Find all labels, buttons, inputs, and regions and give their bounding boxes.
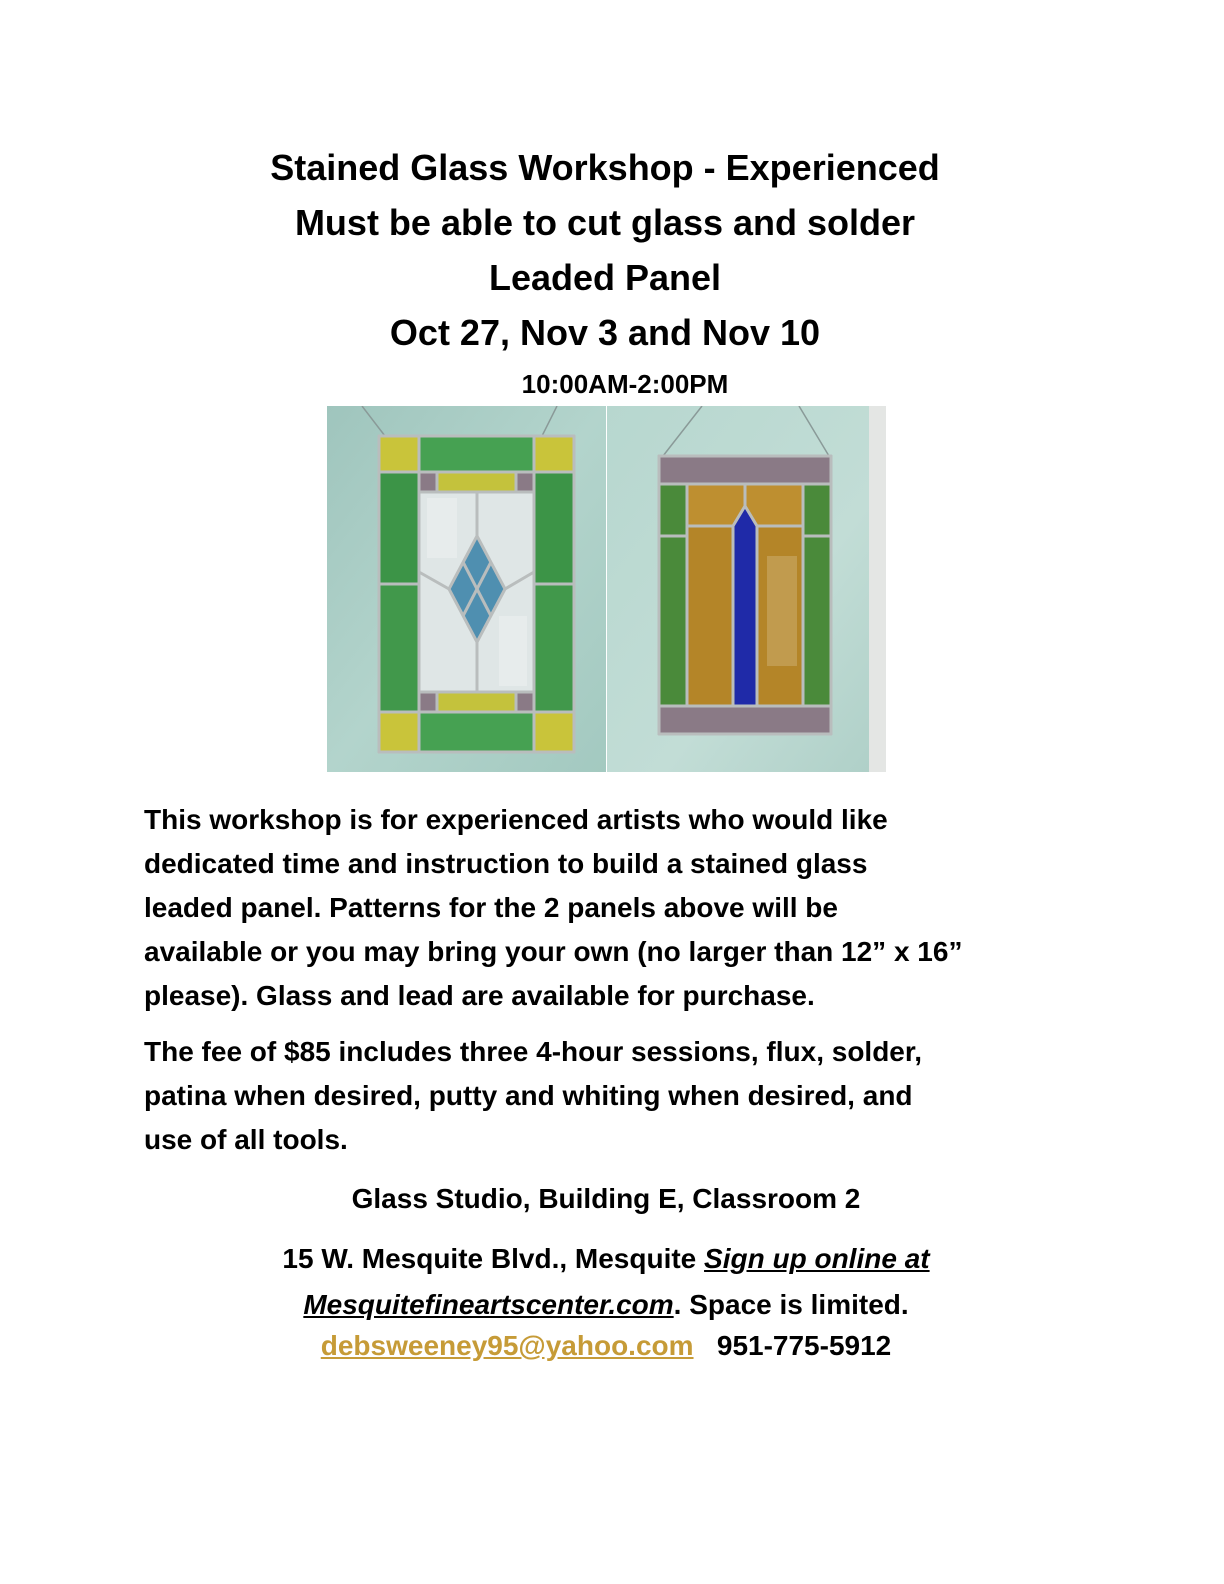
fee-line: patina when desired, putty and whiting when desired, and [144, 1080, 913, 1111]
stained-glass-panel-photo-left [327, 406, 606, 772]
description-line: available or you may bring your own (no larger than 12” x 16” [144, 936, 963, 967]
title-line-4-dates: Oct 27, Nov 3 and Nov 10 [389, 312, 821, 353]
workshop-time: 10:00AM-2:00PM [521, 369, 729, 399]
title-line-1: Stained Glass Workshop - Experienced [270, 147, 940, 188]
signup-link-text[interactable]: Sign up online at [704, 1243, 930, 1274]
title-line-2: Must be able to cut glass and solder [294, 202, 916, 243]
space-limited-note: . Space is limited. [673, 1289, 909, 1320]
email-link[interactable]: debsweeney95@yahoo.com [320, 1330, 694, 1361]
contact-line [0, 1329, 1212, 1363]
street-address: 15 W. Mesquite Blvd., Mesquite [282, 1243, 697, 1274]
fee-line: use of all tools. [144, 1124, 348, 1155]
description-line: please). Glass and lead are available for purchase. [144, 980, 815, 1011]
website-link[interactable]: Mesquitefineartscenter.com [303, 1289, 674, 1320]
fee-line: The fee of $85 includes three 4-hour sessions, flux, solder, [144, 1036, 923, 1067]
stained-glass-panel-photo-right [607, 406, 886, 772]
website-line [0, 1288, 1212, 1322]
location: Glass Studio, Building E, Classroom 2 [351, 1183, 861, 1214]
column-panel-image [607, 406, 886, 772]
description-line: dedicated time and instruction to build a stained glass [144, 848, 868, 879]
diamond-panel-image [327, 406, 606, 772]
title-line-3: Leaded Panel [488, 257, 722, 298]
fee-description [144, 1030, 1104, 1162]
phone-number: 951-775-5912 [716, 1330, 892, 1361]
description-line: leaded panel. Patterns for the 2 panels above will be [144, 892, 838, 923]
description-line: This workshop is for experienced artists who would like [144, 804, 888, 835]
address-line [0, 1242, 1212, 1276]
workshop-description [144, 798, 1104, 1018]
